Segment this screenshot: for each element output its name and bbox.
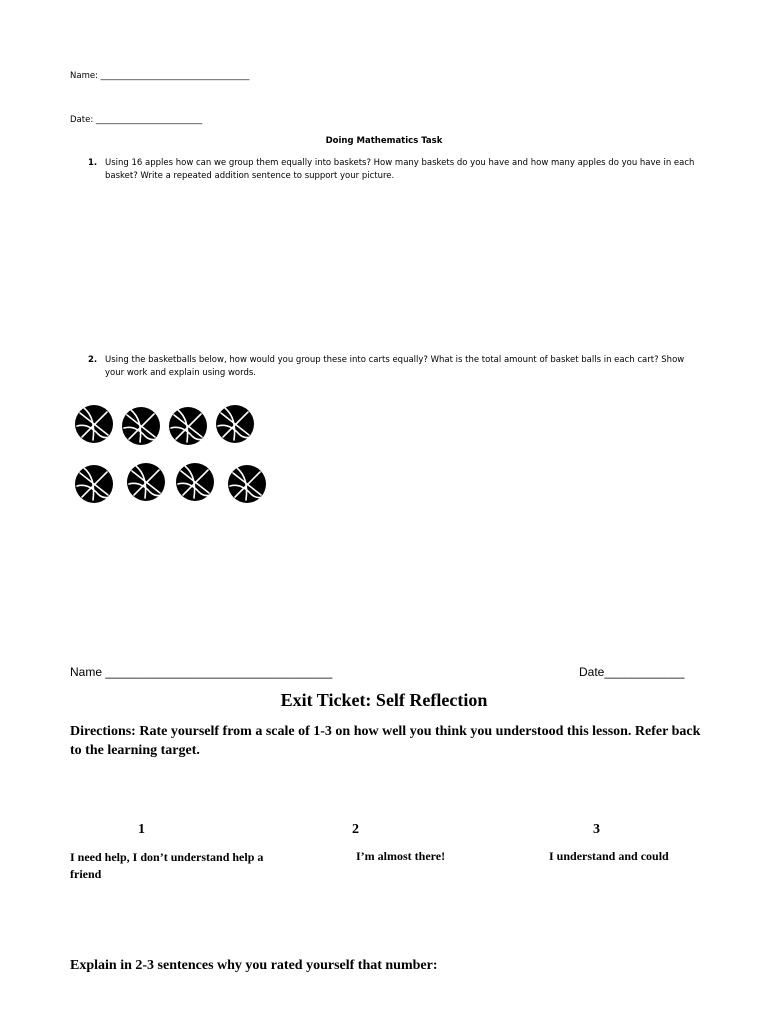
explain-prompt: Explain in 2-3 sentences why you rated yourself that number: (70, 958, 438, 973)
question-2-number: 2. (88, 355, 98, 365)
exit-ticket-name-label: Name __________________________________ (70, 665, 333, 679)
rating-3-number: 3 (593, 822, 600, 837)
rating-2-description: I’m almost there! (356, 849, 446, 863)
basketball-icon (74, 404, 114, 444)
rating-3-description: I understand and could (549, 849, 669, 863)
exit-ticket-date-label: Date____________ (579, 665, 685, 679)
worksheet-date-label: Date: _________________________ (70, 115, 203, 125)
basketball-icon (121, 406, 161, 446)
basketball-icon (168, 406, 208, 446)
rating-1-description: I need help, I don’t understand help a friend (70, 850, 264, 881)
exit-ticket-directions: Directions: Rate yourself from a scale of 1-3 on how well you think you understood this lesson. Refer back to the learning target. (70, 724, 701, 758)
basketball-icon (175, 462, 215, 502)
basketball-icon (215, 404, 255, 444)
basketball-icon (126, 462, 166, 502)
rating-1-number: 1 (138, 822, 145, 837)
basketball-icon (74, 464, 114, 504)
question-2-text: Using the basketballs below, how would you group these into carts equally? What is the total amount of basket balls in each cart? Show your work and explain using words. (105, 355, 685, 378)
worksheet-name-label: Name: ___________________________________ (70, 71, 250, 81)
worksheet-title: Doing Mathematics Task (325, 136, 443, 146)
question-1-text: Using 16 apples how can we group them equally into baskets? How many baskets do you have and how many apples do you have in each basket? Write a repeated addition sentence to support your picture. (105, 158, 695, 181)
question-1-number: 1. (88, 158, 98, 168)
rating-2-number: 2 (352, 822, 359, 837)
exit-ticket-title: Exit Ticket: Self Reflection (280, 690, 488, 710)
basketball-icon (227, 464, 267, 504)
